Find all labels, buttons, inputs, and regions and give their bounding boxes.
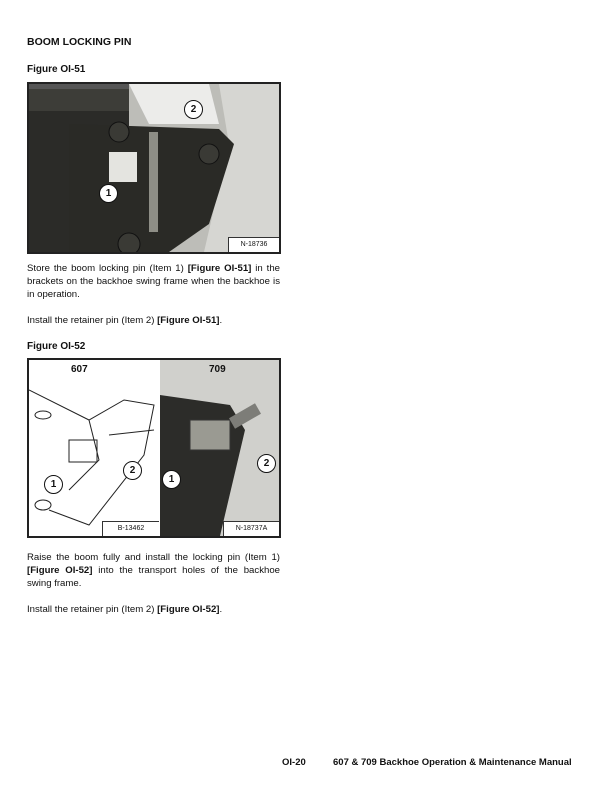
backhoe-swing-frame-illustration [29, 84, 279, 252]
photo-709 [160, 360, 279, 536]
callout-1: 1 [99, 184, 118, 203]
figure-label-oi-52: Figure OI-52 [27, 341, 86, 352]
paragraph-1: Store the boom locking pin (Item 1) [Figure OI-51] in the brackets on the backhoe swing frame when the backhoe is in operation. [27, 263, 280, 301]
manual-title: 607 & 709 Backhoe Operation & Maintenance Manual [333, 757, 572, 768]
callout-2: 2 [257, 454, 276, 473]
callout-1: 1 [162, 470, 181, 489]
figure-ref: [Figure OI-52] [157, 604, 220, 615]
paragraph-3: Raise the boom fully and install the locking pin (Item 1) [Figure OI-52] into the transport holes of the backhoe swing frame. [27, 552, 280, 590]
figure-oi-52 [27, 358, 281, 538]
image-id-tag: B-13462 [102, 521, 159, 536]
callout-2: 2 [184, 100, 203, 119]
figure-label-oi-51: Figure OI-51 [27, 64, 86, 75]
callout-2: 2 [123, 461, 142, 480]
image-id-tag: N-18737A [223, 521, 279, 536]
page-number: OI-20 [282, 757, 306, 768]
panel-709 [160, 360, 279, 536]
model-label-709: 709 [209, 364, 226, 375]
figure-ref: [Figure OI-51] [187, 263, 252, 274]
paragraph-2: Install the retainer pin (Item 2) [Figure OI-51]. [27, 315, 223, 326]
figure-ref: [Figure OI-51] [157, 315, 220, 326]
figure-ref: [Figure OI-52] [27, 565, 93, 577]
section-title: BOOM LOCKING PIN [27, 36, 132, 48]
panel-607 [29, 360, 159, 536]
image-id-tag: N-18736 [228, 237, 279, 252]
paragraph-4: Install the retainer pin (Item 2) [Figure OI-52]. [27, 604, 223, 615]
figure-oi-51-photo [27, 82, 281, 254]
model-label-607: 607 [71, 364, 88, 375]
line-drawing-607 [29, 360, 159, 536]
callout-1: 1 [44, 475, 63, 494]
